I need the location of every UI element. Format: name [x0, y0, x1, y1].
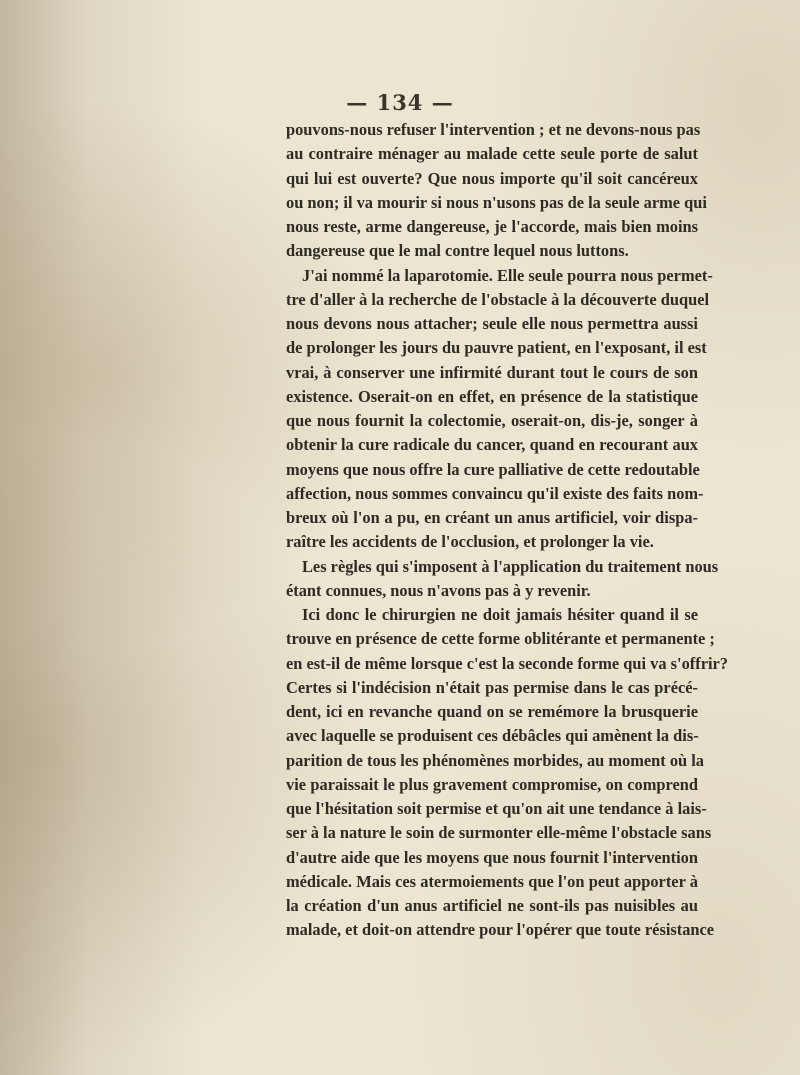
text-line: Les règles qui s'imposent à l'application du traitement nous [302, 556, 719, 576]
text-line: d'autre aide que les moyens que nous fournit l'intervention [286, 847, 698, 867]
text-line: J'ai nommé la laparotomie. Elle seule pourra nous permet- [302, 265, 713, 285]
text-line: dangereuse que le mal contre lequel nous luttons. [286, 241, 629, 261]
text-line: ser à la nature le soin de surmonter elle-même l'obstacle sans [286, 823, 712, 843]
text-line: ou non; il va mourir si nous n'usons pas de la seule arme qui [286, 192, 707, 212]
text-line: médicale. Mais ces atermoiements que l'on peut apporter à [286, 871, 698, 891]
text-line: étant connues, nous n'avons pas à y revenir. [286, 580, 591, 600]
text-line: moyens que nous offre la cure palliative de cette redoutable [286, 459, 700, 479]
text-line: que l'hésitation soit permise et qu'on ait une tendance à lais- [286, 799, 707, 818]
text-line: qui lui est ouverte? Que nous importe qu'il soit cancéreux [286, 168, 698, 188]
text-line: pouvons-nous refuser l'intervention ; et ne devons-nous pas [286, 120, 701, 139]
text-line: Certes si l'indécision n'était pas permise dans le cas précé- [286, 677, 698, 697]
text-line: nous devons nous attacher; seule elle nous permettra aussi [286, 314, 698, 333]
text-line: vrai, à conserver une infirmité durant tout le cours de son [286, 362, 698, 382]
body-text [286, 118, 728, 943]
text-line: existence. Oserait-on en effet, en présence de la statistique [286, 386, 698, 406]
text-line: tre d'aller à la recherche de l'obstacle à la découverte duquel [286, 289, 710, 309]
text-line: nous reste, arme dangereuse, je l'accorde, mais bien moins [286, 217, 698, 236]
text-line: avec laquelle se produisent ces débâcles qui amènent la dis- [286, 726, 699, 746]
text-line: obtenir la cure radicale du cancer, quand en recourant aux [286, 435, 698, 455]
text-line: Ici donc le chirurgien ne doit jamais hésiter quand il se [302, 605, 698, 624]
text-line: au contraire ménager au malade cette seule porte de salut [286, 144, 698, 164]
text-line: de prolonger les jours du pauvre patient, en l'exposant, il est [286, 338, 707, 358]
text-line: breux où l'on a pu, en créant un anus artificiel, voir dispa- [286, 508, 698, 527]
page-number: — 134 — [346, 90, 454, 115]
text-line: malade, et doit-on attendre pour l'opérer que toute résistance [286, 920, 715, 940]
text-line: trouve en présence de cette forme oblitérante et permanente ; [286, 629, 715, 649]
text-line: que nous fournit la colectomie, oserait-on, dis-je, songer à [286, 411, 698, 430]
text-line: vie paraissait le plus gravement compromise, on comprend [286, 774, 698, 794]
text-line: la création d'un anus artificiel ne sont-ils pas nuisibles au [286, 896, 698, 915]
text-line: raître les accidents de l'occlusion, et prolonger la vie. [286, 532, 654, 552]
text-line: affection, nous sommes convaincu qu'il existe des faits nom- [286, 483, 704, 503]
text-line: en est-il de même lorsque c'est la seconde forme qui va s'offrir? [286, 653, 728, 673]
text-line: parition de tous les phénomènes morbides, au moment où la [286, 750, 704, 770]
text-line: dent, ici en revanche quand on se remémore la brusquerie [286, 702, 698, 721]
